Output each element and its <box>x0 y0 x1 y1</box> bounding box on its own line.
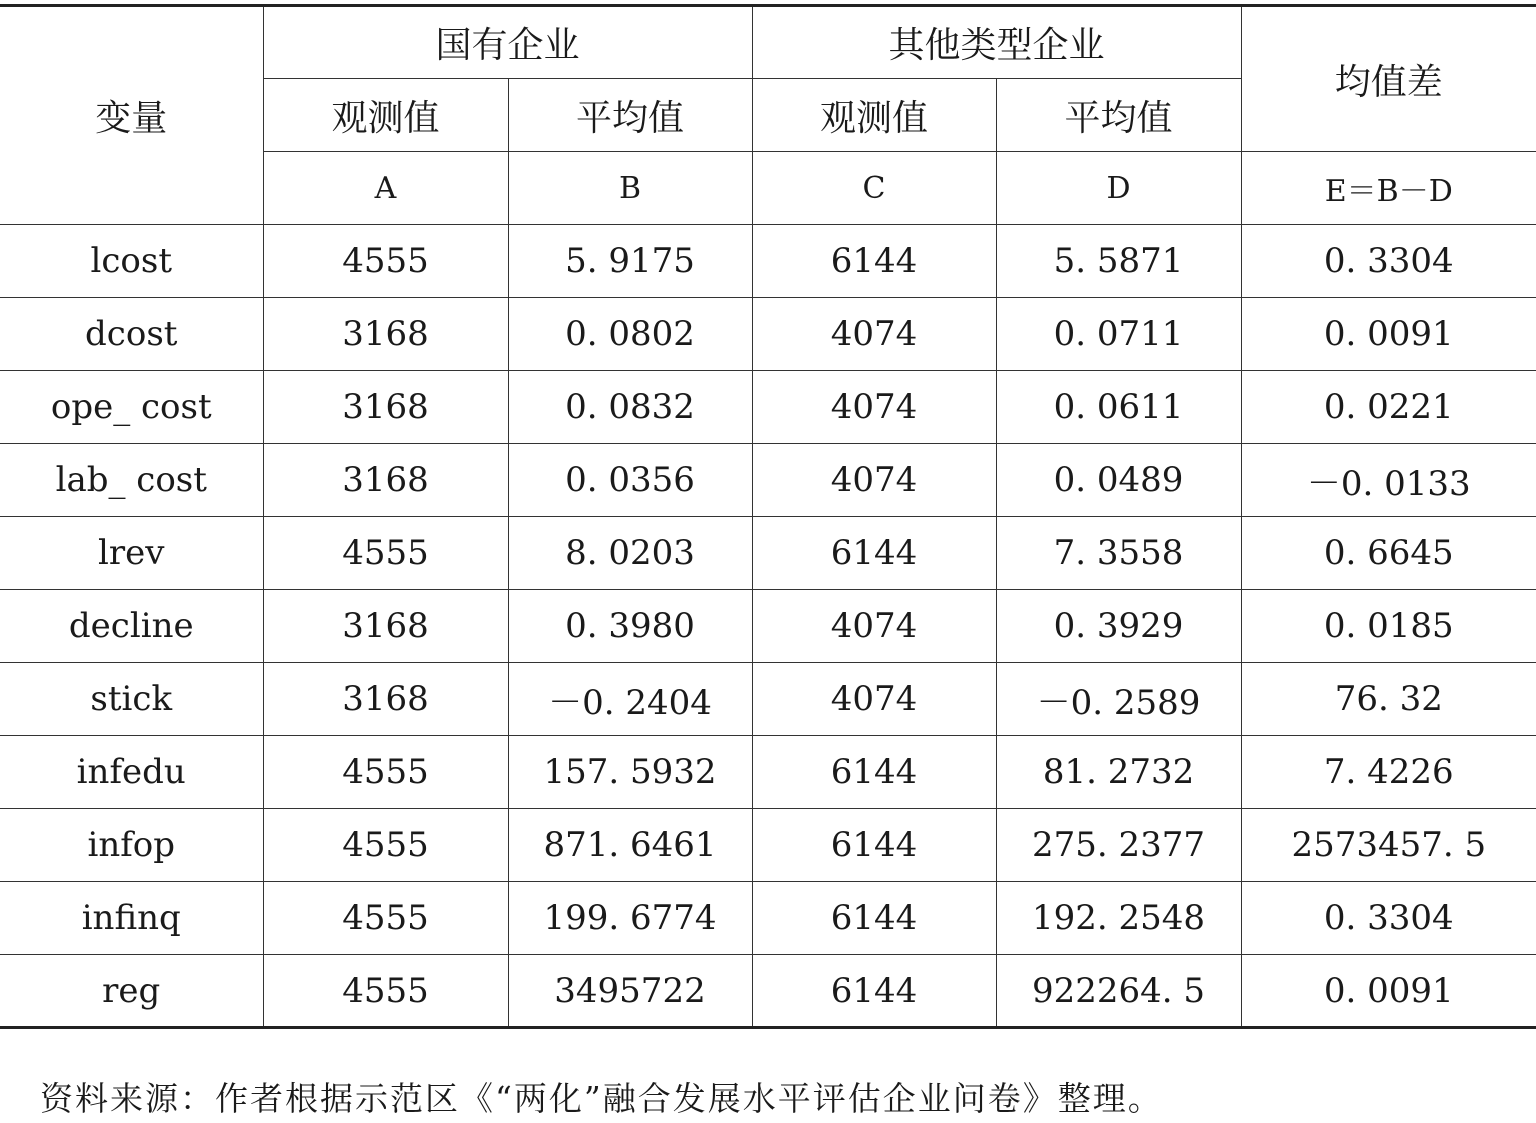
table-row <box>0 298 1536 371</box>
soe-mean-cell: 0. 0356 <box>508 444 752 517</box>
statistics-table <box>0 4 1536 1029</box>
mean-diff-cell: 0. 0185 <box>1241 590 1536 663</box>
soe-obs-cell: 3168 <box>263 663 508 736</box>
variable-cell: infedu <box>0 736 263 809</box>
other-obs-cell: 6144 <box>752 517 996 590</box>
table-row <box>0 590 1536 663</box>
soe-obs-cell: 3168 <box>263 590 508 663</box>
other-mean-header: 平均值 <box>996 79 1241 152</box>
table-row <box>0 517 1536 590</box>
variable-cell: infop <box>0 809 263 882</box>
variable-cell: decline <box>0 590 263 663</box>
other-obs-cell: 4074 <box>752 663 996 736</box>
soe-obs-cell: 3168 <box>263 371 508 444</box>
other-mean-cell: 0. 3929 <box>996 590 1241 663</box>
other-obs-header: 观测值 <box>752 79 996 152</box>
mean-diff-cell: 0. 0091 <box>1241 955 1536 1028</box>
soe-mean-cell: 5. 9175 <box>508 225 752 298</box>
soe-mean-cell: 0. 0832 <box>508 371 752 444</box>
variable-cell: reg <box>0 955 263 1028</box>
mean-diff-cell: 7. 4226 <box>1241 736 1536 809</box>
mean-diff-cell: 76. 32 <box>1241 663 1536 736</box>
soe-mean-cell: －0. 2404 <box>508 663 752 736</box>
variable-cell: dcost <box>0 298 263 371</box>
table-body <box>0 225 1536 1028</box>
soe-obs-cell: 4555 <box>263 882 508 955</box>
variable-cell: lab_ cost <box>0 444 263 517</box>
soe-mean-cell: 199. 6774 <box>508 882 752 955</box>
other-obs-cell: 4074 <box>752 444 996 517</box>
other-mean-cell: 192. 2548 <box>996 882 1241 955</box>
table-row <box>0 225 1536 298</box>
soe-mean-cell: 0. 3980 <box>508 590 752 663</box>
other-mean-cell: 922264. 5 <box>996 955 1241 1028</box>
variable-cell: lrev <box>0 517 263 590</box>
soe-obs-cell: 4555 <box>263 736 508 809</box>
soe-obs-cell: 4555 <box>263 517 508 590</box>
other-obs-cell: 6144 <box>752 736 996 809</box>
mean-diff-cell: －0. 0133 <box>1241 444 1536 517</box>
other-obs-cell: 6144 <box>752 809 996 882</box>
soe-mean-cell: 0. 0802 <box>508 298 752 371</box>
table-row <box>0 663 1536 736</box>
table-row <box>0 882 1536 955</box>
other-mean-cell: 81. 2732 <box>996 736 1241 809</box>
soe-mean-cell: 8. 0203 <box>508 517 752 590</box>
code-b-header: B <box>508 152 752 225</box>
code-a-header: A <box>263 152 508 225</box>
table-row <box>0 371 1536 444</box>
mean-diff-cell: 2573457. 5 <box>1241 809 1536 882</box>
other-mean-cell: 5. 5871 <box>996 225 1241 298</box>
mean-diff-cell: 0. 3304 <box>1241 882 1536 955</box>
other-obs-cell: 6144 <box>752 882 996 955</box>
other-mean-cell: 0. 0489 <box>996 444 1241 517</box>
soe-obs-cell: 4555 <box>263 809 508 882</box>
other-mean-cell: 7. 3558 <box>996 517 1241 590</box>
soe-mean-header: 平均值 <box>508 79 752 152</box>
header-row-groups <box>0 6 1536 79</box>
mean-diff-cell: 0. 0091 <box>1241 298 1536 371</box>
mean-diff-cell: 0. 3304 <box>1241 225 1536 298</box>
mean-diff-cell: 0. 0221 <box>1241 371 1536 444</box>
soe-obs-header: 观测值 <box>263 79 508 152</box>
variable-header: 变量 <box>0 6 263 225</box>
other-mean-cell: －0. 2589 <box>996 663 1241 736</box>
other-obs-cell: 4074 <box>752 590 996 663</box>
other-obs-cell: 6144 <box>752 225 996 298</box>
soe-group-header: 国有企业 <box>263 6 752 79</box>
table-row <box>0 809 1536 882</box>
soe-obs-cell: 4555 <box>263 955 508 1028</box>
variable-cell: lcost <box>0 225 263 298</box>
soe-mean-cell: 871. 6461 <box>508 809 752 882</box>
other-mean-cell: 0. 0711 <box>996 298 1241 371</box>
variable-cell: ope_ cost <box>0 371 263 444</box>
variable-cell: infinq <box>0 882 263 955</box>
other-obs-cell: 4074 <box>752 371 996 444</box>
soe-obs-cell: 4555 <box>263 225 508 298</box>
soe-mean-cell: 157. 5932 <box>508 736 752 809</box>
table-row <box>0 736 1536 809</box>
other-mean-cell: 0. 0611 <box>996 371 1241 444</box>
mean-diff-cell: 0. 6645 <box>1241 517 1536 590</box>
other-mean-cell: 275. 2377 <box>996 809 1241 882</box>
code-c-header: C <box>752 152 996 225</box>
mean-diff-header: 均值差 <box>1241 6 1536 152</box>
code-e-header: E＝B－D <box>1241 152 1536 225</box>
soe-obs-cell: 3168 <box>263 444 508 517</box>
soe-obs-cell: 3168 <box>263 298 508 371</box>
table-row <box>0 955 1536 1028</box>
table-row <box>0 444 1536 517</box>
other-obs-cell: 6144 <box>752 955 996 1028</box>
other-group-header: 其他类型企业 <box>752 6 1241 79</box>
variable-cell: stick <box>0 663 263 736</box>
other-obs-cell: 4074 <box>752 298 996 371</box>
source-note: 资料来源：作者根据示范区《“两化”融合发展水平评估企业问卷》整理。 <box>40 1079 1163 1118</box>
code-d-header: D <box>996 152 1241 225</box>
soe-mean-cell: 3495722 <box>508 955 752 1028</box>
